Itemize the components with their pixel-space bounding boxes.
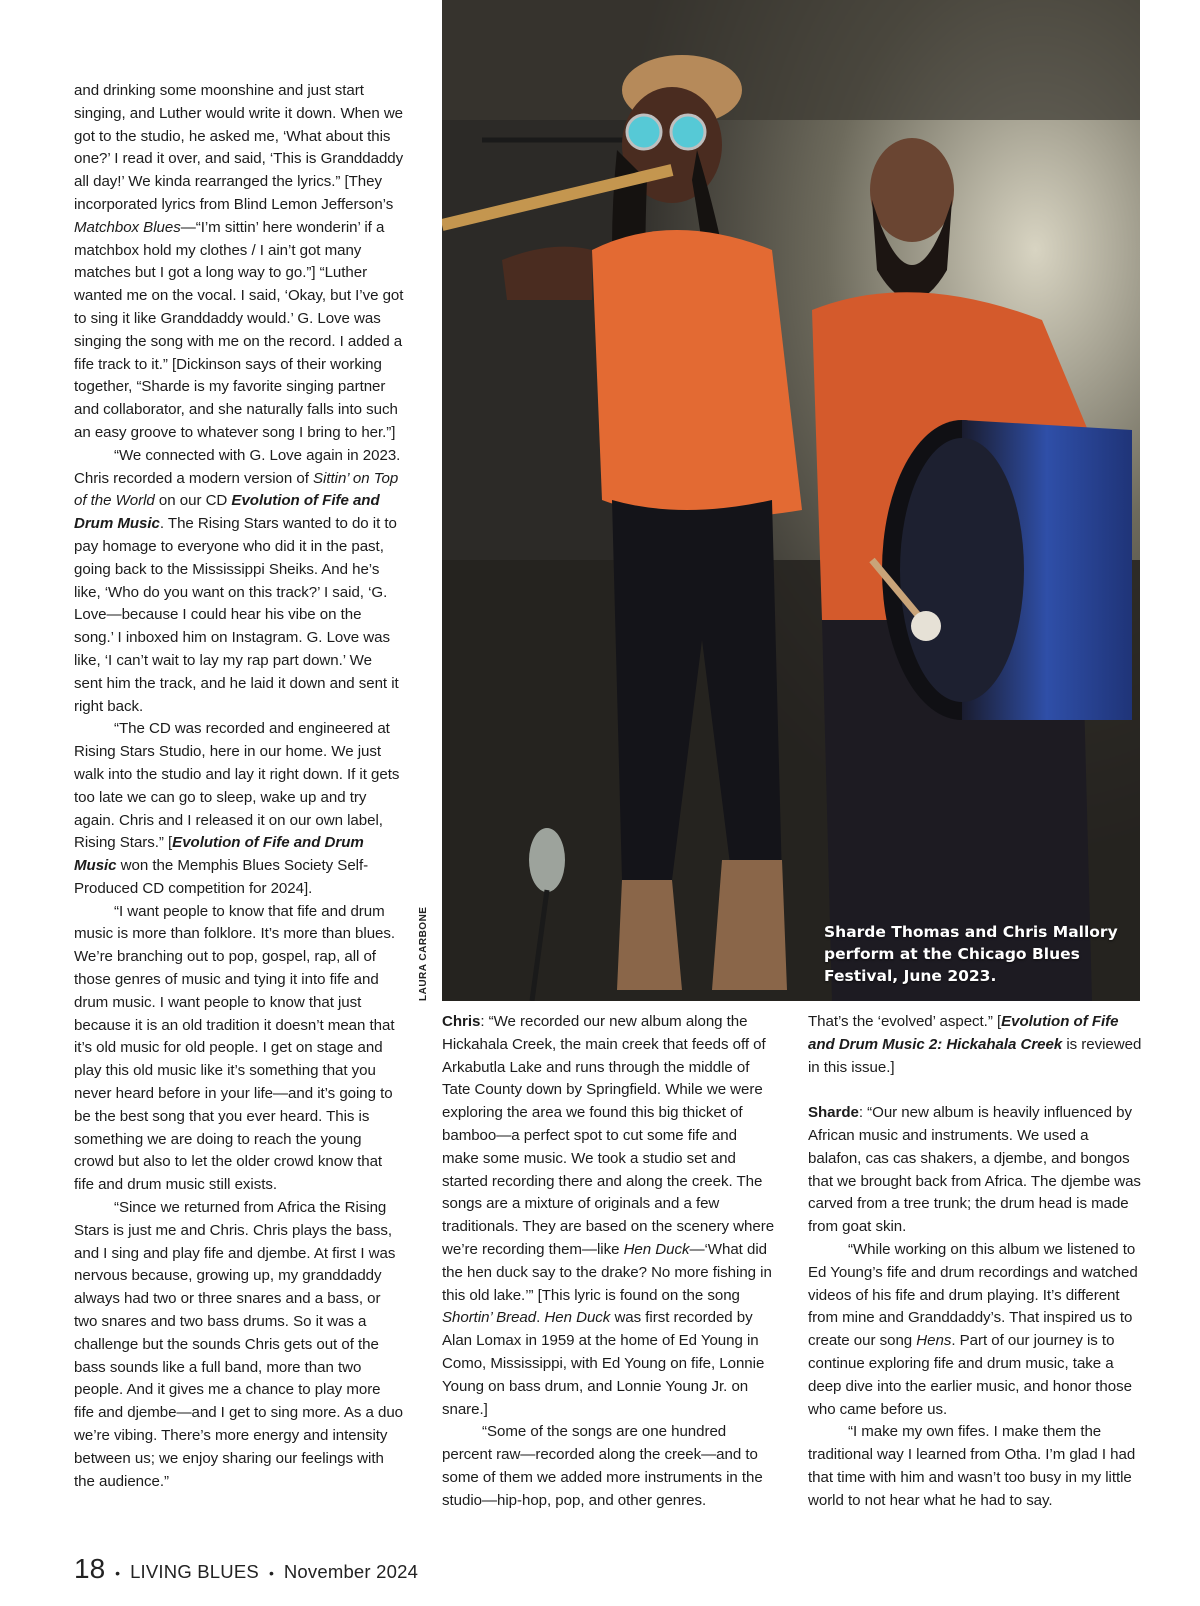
speaker-label: Chris	[442, 1013, 481, 1030]
photo-illustration	[442, 0, 1140, 1001]
paragraph: and drinking some moonshine and just start singing, and Luther would write it down. When we got to the studio, he asked me, ‘What about this one?’ I read it over, and said, ‘This is Granddaddy all day!’ We kinda rearranged the lyrics.” [They incorporated lyrics from Blind Lemon Jefferson’s Matchbox Blues—“I’m sittin’ here wonderin’ if a matchbox hold my clothes / I ain’t got many matches but I got a long way to go.”] “Luther wanted me on the vocal. I said, ‘Okay, but I’ve got to sing it like Granddaddy would.’ G. Love was singing the song with me on the record. I added a fife track to it.” [Dickinson says of their working together, “Sharde is my favorite singing partner and collaborator, and she naturally falls into such an easy groove to whatever song I bring to her.”]	[74, 82, 404, 441]
page-footer	[74, 1553, 418, 1585]
speaker-label: Sharde	[808, 1104, 859, 1122]
paragraph: “While working on this album we listened to Ed Young’s fife and drum recordings and watched videos of his fife and drum playing. It’s different from mine and Granddaddy’s. That inspired us to create our song Hens. Part of our journey is to continue exploring fife and drum music, take a deep dive into the earlier music, and honor those who came before us.	[808, 1240, 1138, 1418]
paragraph: Chris: “We recorded our new album along the Hickahala Creek, the main creek that feeds off of Arkabutla Lake and runs through the middle of Tate County down by Springfield. While we were exploring the area we found this big thicket of bamboo—a perfect spot to cut some fife and make some music. We took a studio set and started recording there and along the creek. The songs are a mixture of originals and a few traditionals. They are based on the scenery where we’re recording them—like Hen Duck—‘What did the hen duck say to the drake? No more fishing in this old lake.’” [This lyric is found on the song Shortin’ Bread. Hen Duck was first recorded by Alan Lomax in 1959 at the home of Ed Young in Como, Mississippi, with Ed Young on fife, Lonnie Young on bass drum, and Lonnie Young Jr. on snare.]	[442, 1013, 775, 1418]
article-column-2	[442, 1011, 777, 1513]
bullet-separator: •	[115, 1565, 121, 1581]
paragraph: “I make my own fifes. I make them the traditional way I learned from Otha. I’m glad I had that time with him and wasn’t too busy in my little world to not hear what he had to say.	[808, 1423, 1136, 1509]
article-column-3	[808, 1011, 1143, 1513]
magazine-title: LIVING BLUES	[130, 1561, 259, 1582]
photo-credit: LAURA CARBONE	[418, 906, 429, 1001]
paragraph: “Since we returned from Africa the Rising Stars is just me and Chris. Chris plays the bass, and I sing and play fife and djembe. At first I was nervous because, growing up, my granddaddy always had two or three snares and a bass, or two snares and two bass drums. So it was a challenge but the sounds Chris gets out of the bass sounds like a full band, more than two people. And it gives me a chance to play more fife and djembe—and I get to sing more. As a duo we’re vibing. There’s more energy and intensity between us; we enjoy sharing our feelings with the audience.”	[74, 1199, 404, 1490]
paragraph: “The CD was recorded and engineered at Rising Stars Studio, here in our home. We just walk into the studio and lay it right down. If it gets too late we can go to sleep, wake up and try again. Chris and I released it on our own label, Rising Stars.” [Evolution of Fife and Drum Music won the Memphis Blues Society Self-Produced CD competition for 2024].	[74, 720, 400, 897]
paragraph: “Some of the songs are one hundred percent raw—recorded along the creek—and to some of them we added more instruments in the studio—hip-hop, pop, and other genres.	[442, 1423, 763, 1509]
paragraph: That’s the ‘evolved’ aspect.” [Evolution of Fife and Drum Music 2: Hickahala Creek is reviewed in this issue.]	[808, 1013, 1142, 1076]
issue-date: November 2024	[283, 1561, 419, 1582]
page-number: 18	[74, 1553, 106, 1584]
photo-caption: Sharde Thomas and Chris Mallory perform at the Chicago Blues Festival, June 2023.	[824, 923, 1118, 985]
concert-photo	[442, 0, 1140, 1001]
paragraph: “I want people to know that fife and drum music is more than folklore. It’s more than blues. We’re branching out to pop, gospel, rap, all of those genres of music and tying it into fife and drum music. I want people to know that just because it is an old tradition it doesn’t mean that it’s old music for old people. I get on stage and play this old music like it’s something that you never heard before in your life—and it’s going to be the best song that you ever heard. This is something we are doing to reach the young crowd but also to let the older crowd know that fife and drum music still exists.	[74, 902, 396, 1194]
bullet-separator: •	[268, 1565, 274, 1581]
paragraph: Sharde: “Our new album is heavily influenced by African music and instruments. We used a balafon, cas cas shakers, a djembe, and bongos that we brought back from Africa. The djembe was carved from a tree trunk; the drum head is made from goat skin.	[808, 1104, 1141, 1236]
article-column-1	[74, 80, 404, 1493]
paragraph: “We connected with G. Love again in 2023. Chris recorded a modern version of Sittin’ on Top of the World on our CD Evolution of Fife and Drum Music. The Rising Stars wanted to do it to pay homage to everyone who did it in the past, going back to the Mississippi Sheiks. And he’s like, ‘Who do you want on this track?’ I said, ‘G. Love—because I could hear his vibe on the song.’ I inboxed him on Instagram. G. Love was like, ‘I can’t wait to lay my rap part down.’ We sent him the track, and he laid it down and sent it right back.	[74, 446, 401, 715]
